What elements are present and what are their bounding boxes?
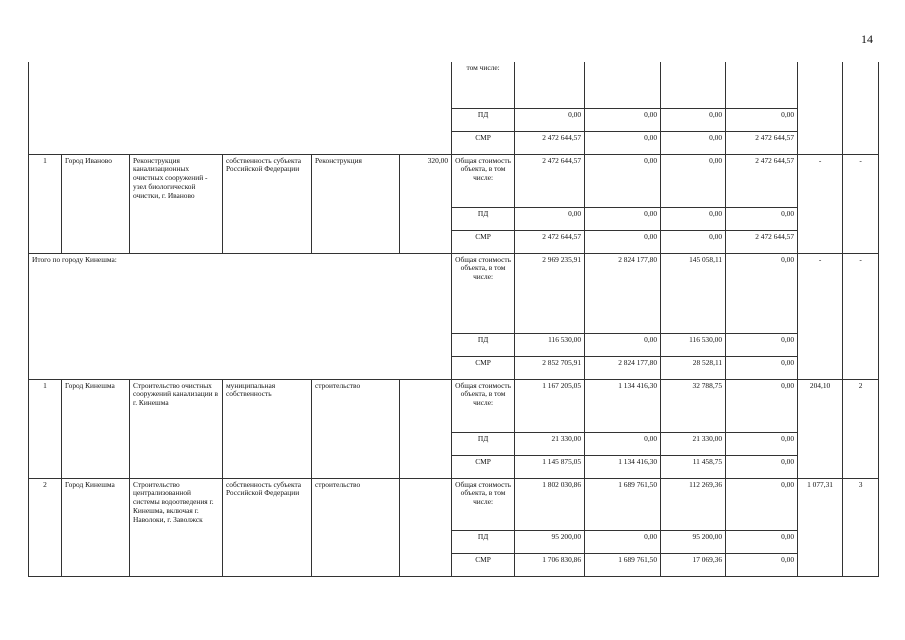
value-cell: 0,00 (726, 253, 798, 333)
investment-table (28, 62, 879, 577)
value-cell: 0,00 (726, 207, 798, 230)
value-cell: 2 824 177,80 (585, 356, 661, 379)
value-cell: 0,00 (585, 230, 661, 253)
value-cell: 116 530,00 (515, 333, 585, 356)
city-cell: Город Кинешма (62, 379, 130, 478)
value-cell: 95 200,00 (515, 530, 585, 553)
value-cell: 2 472 644,57 (515, 230, 585, 253)
value-cell: 28 528,11 (661, 356, 726, 379)
value-cell: 2 852 705,91 (515, 356, 585, 379)
extra-cell: 3 (843, 478, 879, 576)
value-cell: 0,00 (661, 207, 726, 230)
extra-cell: - (798, 154, 843, 253)
cost-label: Общая стоимость объекта, в том числе: (452, 478, 515, 530)
value-cell (585, 62, 661, 108)
value-cell: 2 824 177,80 (585, 253, 661, 333)
value-cell: 0,00 (726, 553, 798, 576)
city-cell: Город Кинешма (62, 478, 130, 576)
extra-cell: 204,10 (798, 379, 843, 478)
value-cell: 0,00 (585, 530, 661, 553)
city-cell: Город Иваново (62, 154, 130, 253)
row-number: 1 (29, 154, 62, 253)
value-cell: 1 134 416,30 (585, 455, 661, 478)
extra-cell: - (798, 253, 843, 379)
object-cell: Строительство централизованной системы водоотведения г. Кинешма, включая г. Наволоки, г. Заволжск (130, 478, 223, 576)
work-type-cell: строительство (312, 379, 400, 478)
value-cell: 21 330,00 (515, 432, 585, 455)
value-cell: 0,00 (726, 432, 798, 455)
value-cell: 1 706 830,86 (515, 553, 585, 576)
pd-label: ПД (452, 207, 515, 230)
value-cell: 1 689 761,50 (585, 478, 661, 530)
value-cell: 0,00 (726, 530, 798, 553)
value-cell: 1 167 205,05 (515, 379, 585, 432)
row-number: 2 (29, 478, 62, 576)
page-number: 14 (861, 32, 873, 46)
value-cell: 1 802 030,86 (515, 478, 585, 530)
extra-cell: - (843, 253, 879, 379)
cost-label: Общая стоимость объекта, в том числе: (452, 379, 515, 432)
work-type-cell: строительство (312, 478, 400, 576)
value-cell: 0,00 (726, 478, 798, 530)
object-cell: Реконструкция канализационных очистных сооружений - узел биологической очистки, г. Иваново (130, 154, 223, 253)
value-cell: 0,00 (585, 333, 661, 356)
value-cell: 0,00 (661, 108, 726, 131)
value-cell: 32 788,75 (661, 379, 726, 432)
extra-cell: - (843, 154, 879, 253)
pd-label: ПД (452, 108, 515, 131)
work-type-cell: Реконструкция (312, 154, 400, 253)
value-cell: 0,00 (661, 131, 726, 154)
value-cell: 0,00 (726, 356, 798, 379)
value-cell (661, 62, 726, 108)
cost-label: том числе: (452, 62, 515, 108)
value-cell: 95 200,00 (661, 530, 726, 553)
table-row (29, 379, 879, 432)
smr-label: СМР (452, 553, 515, 576)
table-row (29, 154, 879, 207)
value-cell: 0,00 (515, 108, 585, 131)
value-cell: 1 145 875,05 (515, 455, 585, 478)
value-cell: 11 458,75 (661, 455, 726, 478)
value-cell: 2 472 644,57 (726, 131, 798, 154)
capacity-cell: 320,00 (400, 154, 452, 253)
value-cell: 0,00 (661, 154, 726, 207)
capacity-cell (400, 478, 452, 576)
pd-label: ПД (452, 432, 515, 455)
value-cell: 116 530,00 (661, 333, 726, 356)
value-cell: 2 472 644,57 (726, 230, 798, 253)
smr-label: СМР (452, 455, 515, 478)
value-cell: 17 069,36 (661, 553, 726, 576)
value-cell: 0,00 (515, 207, 585, 230)
capacity-cell (400, 379, 452, 478)
extra-cell: 2 (843, 379, 879, 478)
ownership-cell: муниципальная собственность (223, 379, 312, 478)
table-row (29, 253, 879, 333)
value-cell: 1 134 416,30 (585, 379, 661, 432)
smr-label: СМР (452, 230, 515, 253)
value-cell: 0,00 (585, 108, 661, 131)
object-cell: Строительство очистных сооружений канализации в г. Кинешма (130, 379, 223, 478)
value-cell: 2 472 644,57 (515, 131, 585, 154)
cost-label: Общая стоимость объекта, в том числе: (452, 253, 515, 333)
ownership-cell: собственность субъекта Российской Федерации (223, 478, 312, 576)
value-cell: 0,00 (726, 333, 798, 356)
value-cell: 2 472 644,57 (515, 154, 585, 207)
table-row (29, 62, 879, 108)
extra-cell (798, 62, 843, 154)
extra-cell: 1 077,31 (798, 478, 843, 576)
value-cell (726, 62, 798, 108)
pd-label: ПД (452, 333, 515, 356)
total-label: Итого по городу Кинешма: (29, 253, 452, 379)
value-cell: 112 269,36 (661, 478, 726, 530)
value-cell: 2 472 644,57 (726, 154, 798, 207)
value-cell: 2 969 235,91 (515, 253, 585, 333)
value-cell: 0,00 (585, 432, 661, 455)
continuation-blank-cell (29, 62, 452, 154)
smr-label: СМР (452, 131, 515, 154)
value-cell: 0,00 (726, 455, 798, 478)
smr-label: СМР (452, 356, 515, 379)
ownership-cell: собственность субъекта Российской Федерации (223, 154, 312, 253)
value-cell: 0,00 (726, 379, 798, 432)
extra-cell (843, 62, 879, 154)
table-row (29, 478, 879, 530)
pd-label: ПД (452, 530, 515, 553)
value-cell (515, 62, 585, 108)
value-cell: 0,00 (585, 131, 661, 154)
value-cell: 0,00 (726, 108, 798, 131)
value-cell: 145 058,11 (661, 253, 726, 333)
value-cell: 21 330,00 (661, 432, 726, 455)
cost-label: Общая стоимость объекта, в том числе: (452, 154, 515, 207)
value-cell: 0,00 (585, 154, 661, 207)
value-cell: 1 689 761,50 (585, 553, 661, 576)
row-number: 1 (29, 379, 62, 478)
value-cell: 0,00 (661, 230, 726, 253)
value-cell: 0,00 (585, 207, 661, 230)
